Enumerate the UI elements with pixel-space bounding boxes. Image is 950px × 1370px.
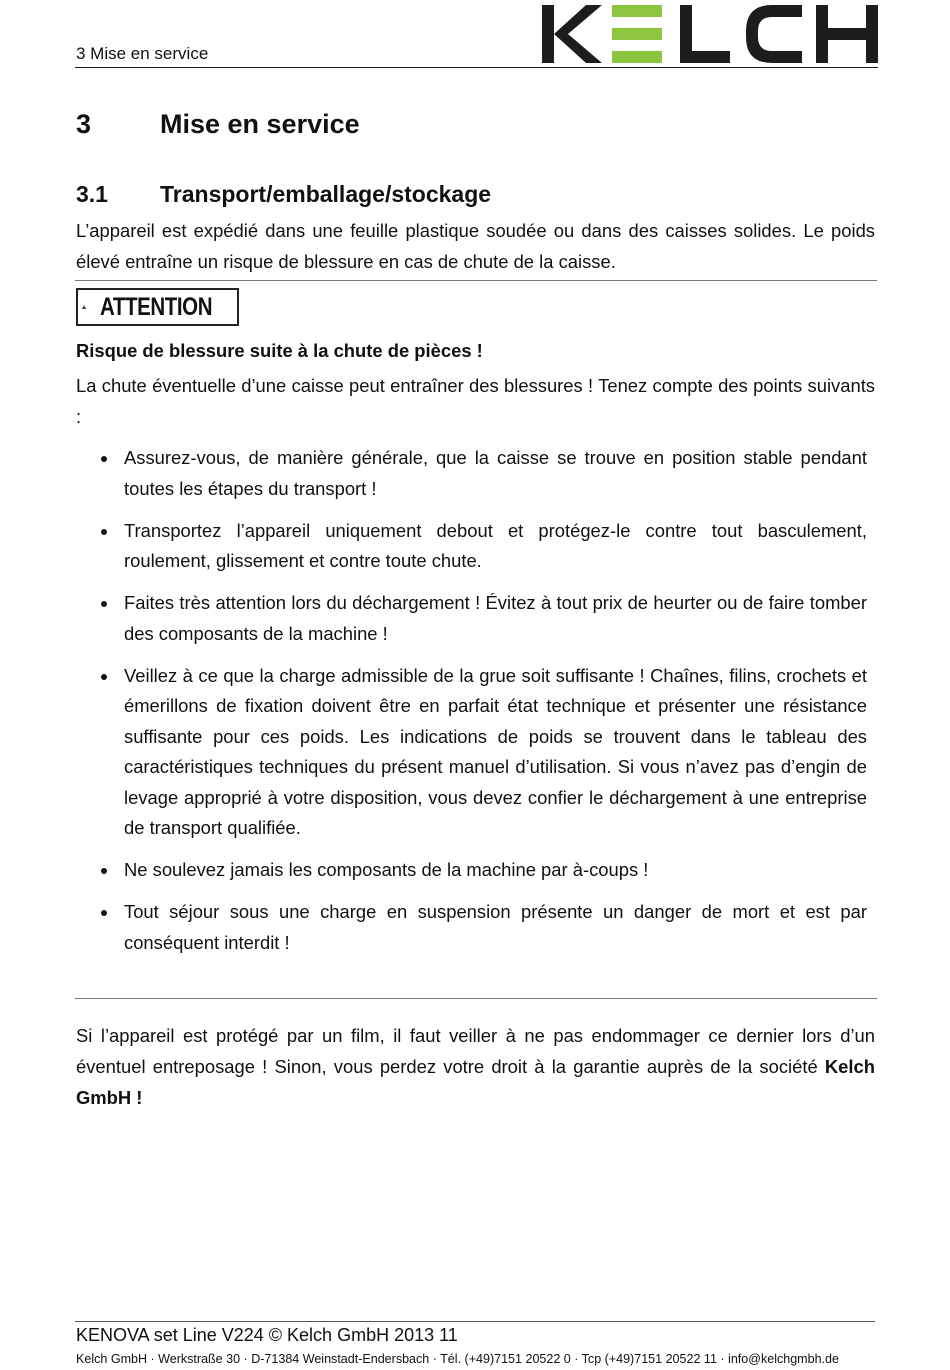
- warning-top-divider: [75, 280, 877, 281]
- closing-text: Si l’appareil est protégé par un film, il faut veiller à ne pas endommager ce dernier lors d’un éventuel entreposage ! Sinon, vous perdez votre droit à la garantie auprès de la société: [76, 1025, 875, 1077]
- kelch-logo: [540, 3, 880, 65]
- chapter-number: 3: [76, 109, 92, 139]
- list-item: Faites très attention lors du déchargement ! Évitez à tout prix de heurter ou de faire tomber des composants de la machine !: [76, 588, 867, 649]
- list-item: Tout séjour sous une charge en suspension présente un danger de mort et est par conséquent interdit !: [76, 897, 867, 958]
- kelch-logo-graphic: [540, 3, 880, 65]
- warning-bottom-divider: [75, 998, 877, 999]
- warning-text: La chute éventuelle d’une caisse peut entraîner des blessures ! Tenez compte des points suivants :: [76, 375, 875, 427]
- warning-triangle-icon: [82, 296, 86, 318]
- running-header-title: 3 Mise en service: [76, 44, 209, 63]
- section-title: Transport/emballage/stockage: [160, 181, 492, 207]
- warning-title: Risque de blessure suite à la chute de pièces !: [76, 340, 483, 361]
- closing-paragraph: [76, 1020, 875, 1113]
- attention-label: ATTENTION: [100, 292, 213, 321]
- footer-document-info: KENOVA set Line V224 © Kelch GmbH 2013 11: [76, 1325, 458, 1345]
- intro-paragraph: L’appareil est expédié dans une feuille plastique soudée ou dans des caisses solides. Le poids élevé entraîne un risque de blessure en cas de chute de la caisse.: [76, 220, 875, 272]
- list-item: Assurez-vous, de manière générale, que la caisse se trouve en position stable pendant toutes les étapes du transport !: [76, 443, 867, 504]
- header-divider: [75, 67, 878, 68]
- attention-label-box: [76, 288, 239, 326]
- section-heading: [76, 181, 491, 208]
- chapter-heading: [76, 109, 360, 140]
- list-item: Veillez à ce que la charge admissible de la grue soit suffisante ! Chaînes, filins, crochets et émerillons de fixation doivent être en parfait état technique et présenter une résistance suffisante pour ces poids. Les indications de poids se trouvent dans le tableau des caractéristiques techniques du présent manuel d’utilisation. Si vous n’avez pas d’engin de levage approprié à votre disposition, vous devez confier le déchargement à une entreprise de transport qualifiée.: [76, 661, 867, 844]
- footer-divider: [75, 1321, 875, 1322]
- closing-company: Kelch GmbH !: [76, 1056, 875, 1108]
- section-number: 3.1: [76, 181, 108, 207]
- list-item: Ne soulevez jamais les composants de la machine par à-coups !: [76, 855, 867, 886]
- warning-bullet-list: [76, 443, 867, 970]
- list-item: Transportez l’appareil uniquement debout et protégez-le contre tout basculement, roulement, glissement et contre toute chute.: [76, 516, 867, 577]
- footer-contact-info: Kelch GmbH · Werkstraße 30 · D-71384 Weinstadt-Endersbach · Tél. (+49)7151 20522 0 · Tcp (+49)7151 20522 11 · info@kelchgmbh.de: [76, 1351, 839, 1366]
- chapter-title: Mise en service: [160, 109, 360, 139]
